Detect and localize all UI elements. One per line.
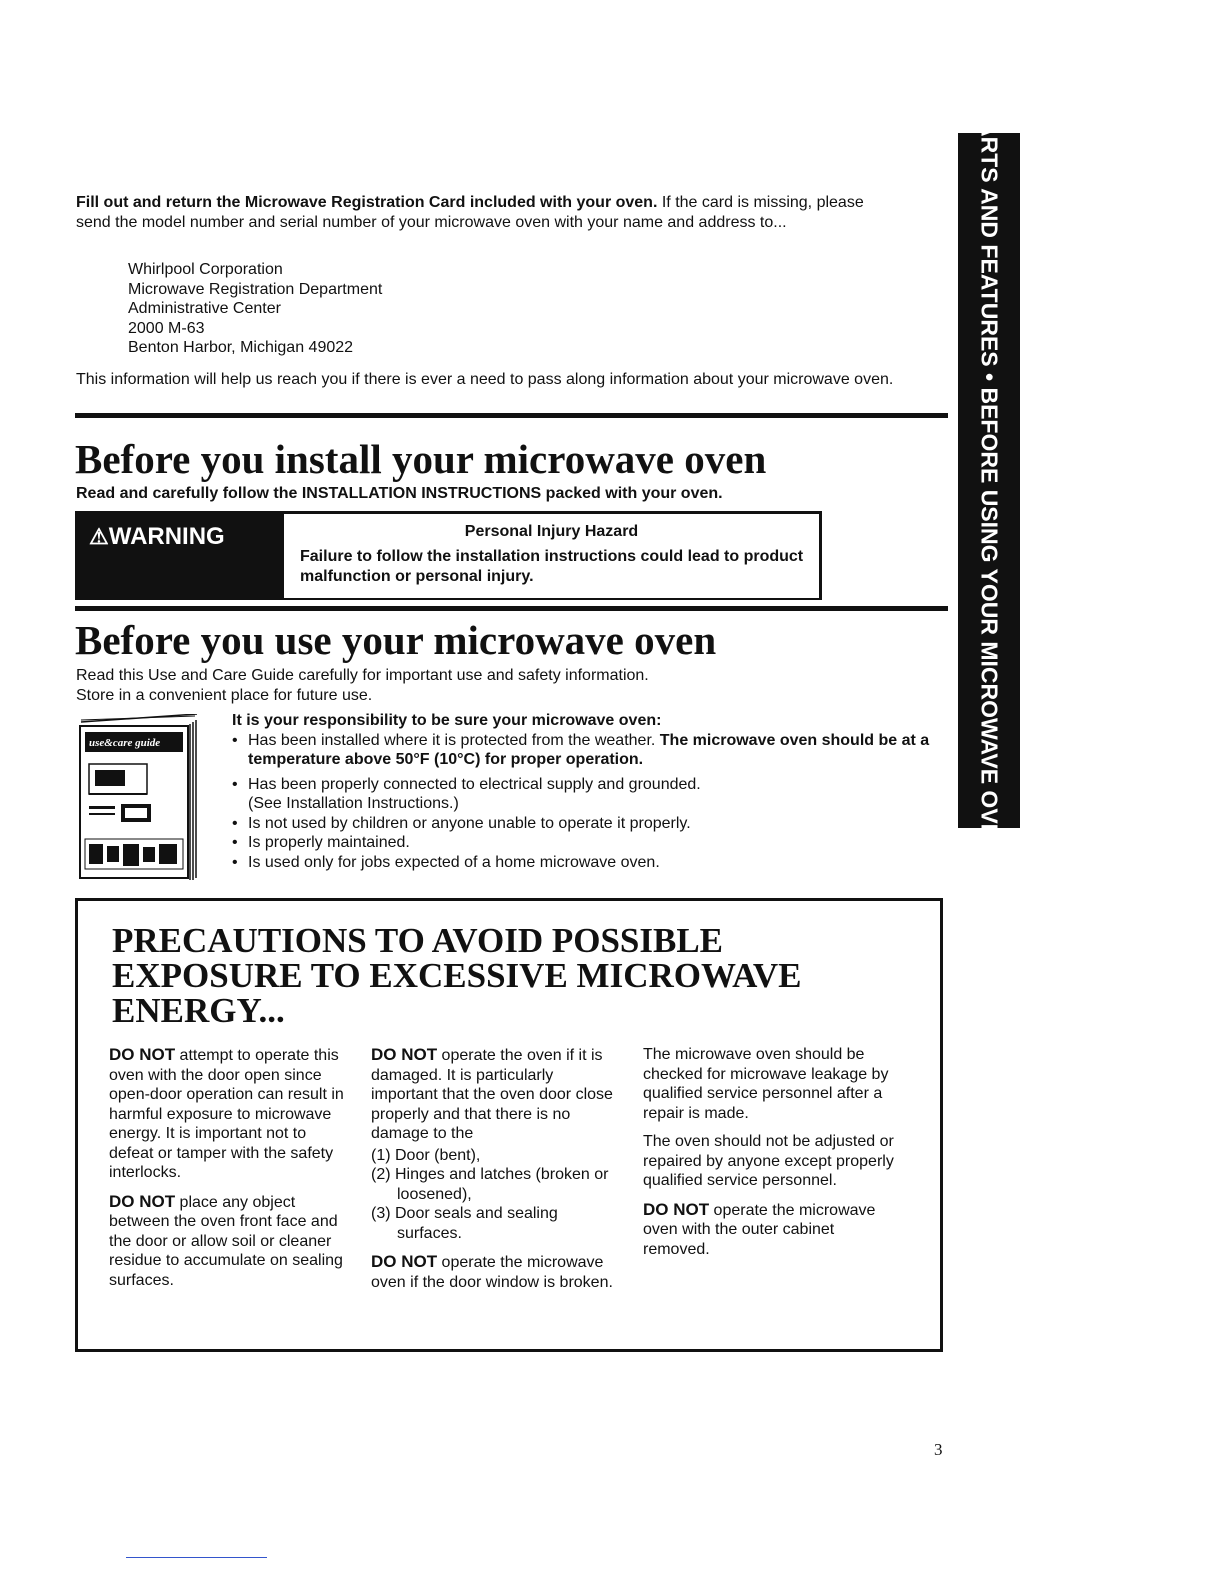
guide-book-icon [77,714,201,882]
use-intro-line: Read this Use and Care Guide carefully for important use and safety information. [76,667,649,684]
list-item: • Is used only for jobs expected of a home microwave oven. [232,853,932,873]
list-item [232,731,932,770]
use-intro-line: Store in a convenient place for future use. [76,686,373,704]
precautions-box [75,898,943,1352]
install-title: Before you install your microwave oven [75,436,767,482]
warning-word: WARNING [108,523,225,550]
warning-text: Failure to follow the installation instructions could lead to product malfunction or personal injury. [300,548,804,585]
precautions-column [643,1045,898,1268]
list-item: • Is properly maintained. [232,833,932,853]
bullet-emphasis: The microwave oven should be at a temperature above 50°F (10°C) for proper operation. [248,731,930,768]
responsibility-list-block [232,711,932,872]
do-not-label: DO NOT [371,1045,438,1064]
footer-line [126,1557,267,1558]
mailing-address [128,260,382,358]
warning-triangle-icon: ⚠ [89,524,109,549]
list-item: (2) Hinges and latches (broken or loosened), [371,1166,609,1203]
list-item [232,775,932,814]
registration-lead: Fill out and return the Microwave Registration Card included with your oven. [76,194,658,211]
precautions-column [371,1045,616,1301]
use-intro [76,666,896,705]
address-line: 2000 M-63 [128,319,205,337]
install-note-post: packed with your oven. [541,485,723,502]
precaution-text: operate the microwave oven with the outer cabinet removed. [643,1201,876,1258]
list-item: (3) Door seals and sealing surfaces. [371,1205,558,1242]
do-not-label: DO NOT [371,1252,438,1271]
use-title: Before you use your microwave oven [75,617,717,663]
registration-paragraph [76,193,876,232]
do-not-label: DO NOT [109,1191,176,1211]
list-item: • Is not used by children or anyone unable to operate it properly. [232,814,932,834]
address-line: Microwave Registration Department [128,280,383,298]
warning-content [283,513,820,599]
bullet-text: Has been properly connected to electrical supply and grounded. [248,775,701,793]
install-note-caps: INSTALLATION INSTRUCTIONS [301,485,542,502]
precaution-paragraph [371,1045,616,1144]
section-side-tab [958,105,1020,856]
precaution-paragraph: The oven should not be adjusted or repaired by anyone except properly qualified service personnel. [643,1133,894,1189]
damage-list [371,1146,616,1244]
address-line: Benton Harbor, Michigan 49022 [128,339,354,356]
address-line: Administrative Center [128,300,281,317]
precaution-text: attempt to operate this oven with the door open since open-door operation can result in harmful exposure to microwave energy. It is important not to defeat or tamper with the safety interlocks. [109,1047,344,1181]
precaution-paragraph: The microwave oven should be checked for microwave leakage by qualified service personnel after a repair is made. [643,1046,889,1122]
install-note-pre: Read and carefully follow the [76,485,302,502]
registration-lead-rest: If the card is missing, please send the model number and serial number of your microwave oven with your name and address to... [76,194,864,231]
do-not-label: DO NOT [109,1045,176,1064]
precaution-text: operate the oven if it is damaged. It is particularly important that the oven door close properly and that there is no damage to the [371,1047,613,1142]
precaution-text: place any object between the oven front face and the door or allow soil or cleaner residue to accumulate on sealing surfaces. [109,1193,343,1289]
divider [75,413,948,418]
precaution-paragraph [643,1200,898,1260]
precaution-text: operate the microwave oven if the door window is broken. [371,1254,613,1291]
do-not-label: DO NOT [643,1199,710,1219]
guide-label: use&care guide [89,737,161,749]
list-item: (1) Door (bent), [371,1146,481,1164]
side-tab-label: PARTS AND FEATURES • BEFORE USING YOUR MICROWAVE OVEN [976,105,1003,856]
warning-label [89,523,225,551]
precaution-paragraph [109,1192,349,1291]
responsibility-heading: It is your responsibility to be sure your microwave oven: [232,712,662,729]
install-instructions-note [76,485,723,503]
divider [75,606,948,611]
precaution-paragraph [371,1252,616,1292]
warning-box [75,511,822,600]
bullet-text: Has been installed where it is protected from the weather. [248,731,656,749]
precaution-paragraph [109,1045,349,1183]
responsibility-list [232,731,932,873]
warning-heading: Personal Injury Hazard [464,523,639,540]
use-and-care-guide-image [77,714,201,882]
page-number: 3 [934,1440,943,1459]
info-paragraph: This information will help us reach you if there is ever a need to pass along information about your microwave oven. [76,371,894,388]
precautions-column [109,1045,349,1299]
precautions-title: PRECAUTIONS TO AVOID POSSIBLE EXPOSURE TO EXCESSIVE MICROWAVE ENERGY... [112,921,802,1030]
bullet-note: (See Installation Instructions.) [248,795,459,812]
address-line: Whirlpool Corporation [128,261,283,278]
